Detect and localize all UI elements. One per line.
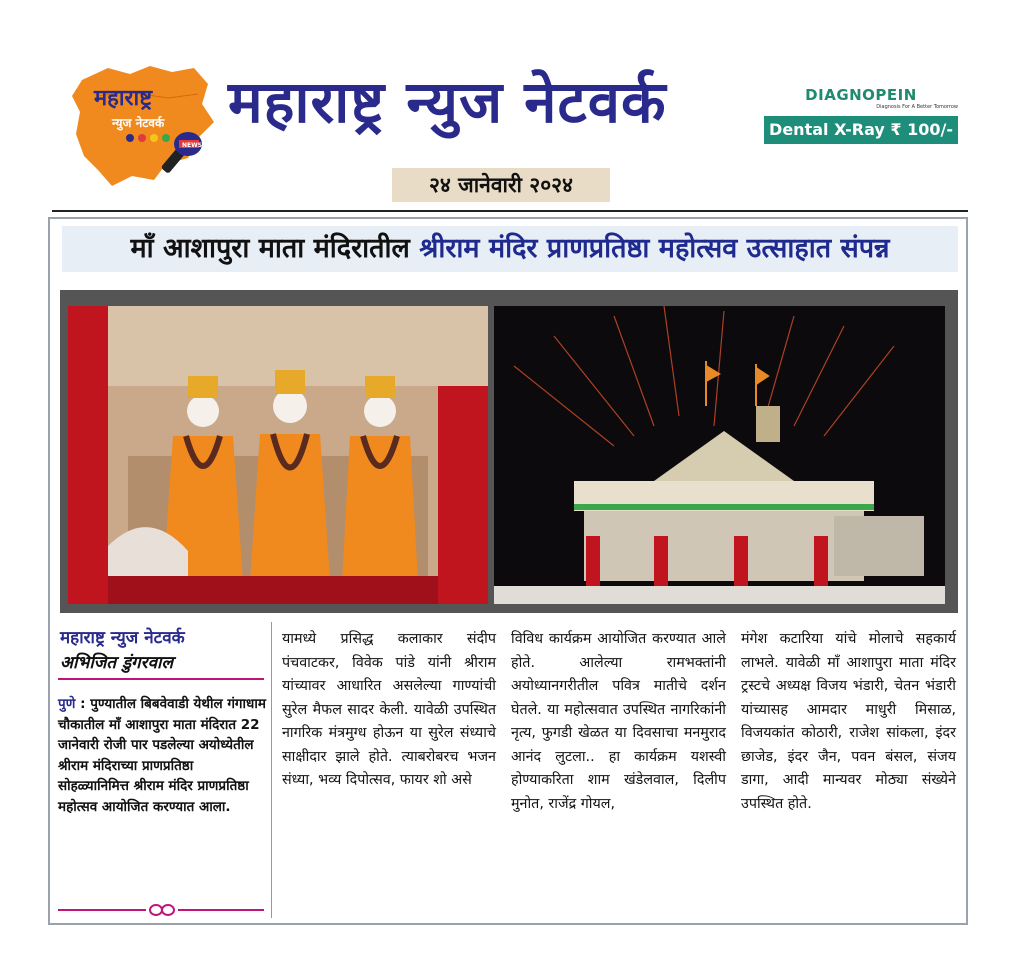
- issue-date: २४ जानेवारी २०२४: [392, 168, 610, 202]
- mic-label: NEWS: [182, 142, 203, 149]
- masthead-divider: [52, 210, 968, 212]
- article-lede: [58, 694, 266, 818]
- headline-part-2: श्रीराम मंदिर प्राणप्रतिष्ठा महोत्सव उत्साहात संपन्न: [419, 233, 890, 264]
- byline-rule: [58, 678, 264, 680]
- article-column-3: मंगेश कटारिया यांचे मोलाचे सहकार्य लाभले. यावेळी माँ आशापुरा माता मंदिर ट्रस्टचे अध्यक्ष विजय भंडारी, चेतन भंडारी यांच्यासह आमदार माधुरी मिसाळ, विजयकांत कोठारी, राजेश सांकला, इंदर छाजेड, इंदर जैन, पवन बंसल, संजय डागा, आदी मान्यवर मोठ्या संख्येने उपस्थित होते.: [741, 631, 956, 812]
- lede-city: पुणे: [58, 696, 76, 712]
- headline-part-1: माँ आशापुरा माता मंदिरातील: [130, 233, 410, 264]
- ad-brand: DIAGNOPEIN: [805, 86, 917, 104]
- logo-line-1: महाराष्ट्र: [94, 86, 153, 111]
- masthead-title: महाराष्ट्र न्युज नेटवर्क: [228, 68, 667, 136]
- photo-temple-fireworks: [494, 306, 945, 604]
- column-separator: [271, 622, 272, 918]
- ornamental-divider-icon: [58, 902, 264, 916]
- photo-idols: [68, 306, 488, 604]
- article-column-1: यामध्ये प्रसिद्ध कलाकार संदीप पंचवाटकर, विवेक पांडे यांनी श्रीराम यांच्यावर आधारित असलेल्या गाण्यांची सुरेल मैफल सादर केली. यावेळी उपस्थित नागरिक मंत्रमुग्ध होऊन या सुरेल संध्याचे साक्षीदार झाले होते. त्याबरोबरच भजन संध्या, भव्य दिपोत्सव, फायर शो असे: [282, 631, 496, 788]
- logo-line-2: न्युज नेटवर्क: [112, 116, 165, 130]
- ad-offer: Dental X-Ray ₹ 100/-: [764, 116, 958, 144]
- newspaper-logo: [68, 60, 218, 190]
- ad-tagline: Diagnosis For A Better Tomorrow: [876, 104, 958, 110]
- article-headline: [62, 226, 958, 272]
- advertisement[interactable]: [764, 86, 958, 144]
- lede-text: : पुण्यातील बिबवेवाडी येथील गंगाधाम चौकातील माँ आशापुरा माता मंदिरात 22 जानेवारी रोजी पार पडलेल्या अयोध्येतील श्रीराम मंदिराच्या प्राणप्रतिष्ठा सोहळ्यानिमित्त श्रीराम मंदिर प्राणप्रतिष्ठा महोत्सव आयोजित करण्यात आला.: [58, 696, 266, 815]
- byline-author: अभिजित डुंगरवाल: [60, 653, 173, 673]
- article-column-2: विविध कार्यक्रम आयोजित करण्यात आले होते. आलेल्या रामभक्तांनी अयोध्यानगरीतील पवित्र मातीचे दर्शन घेतले. या महोत्सवात उपस्थित नागरिकांनी नृत्य, फुगडी खेळत या दिवसाचा मनमुराद आनंद लुटला.. हा कार्यक्रम यशस्वी होण्याकरिता शाम खंडेलवाल, दिलीप मुनोत, राजेंद्र गोयल,: [511, 631, 726, 812]
- byline-organisation: महाराष्ट्र न्युज नेटवर्क: [60, 628, 185, 648]
